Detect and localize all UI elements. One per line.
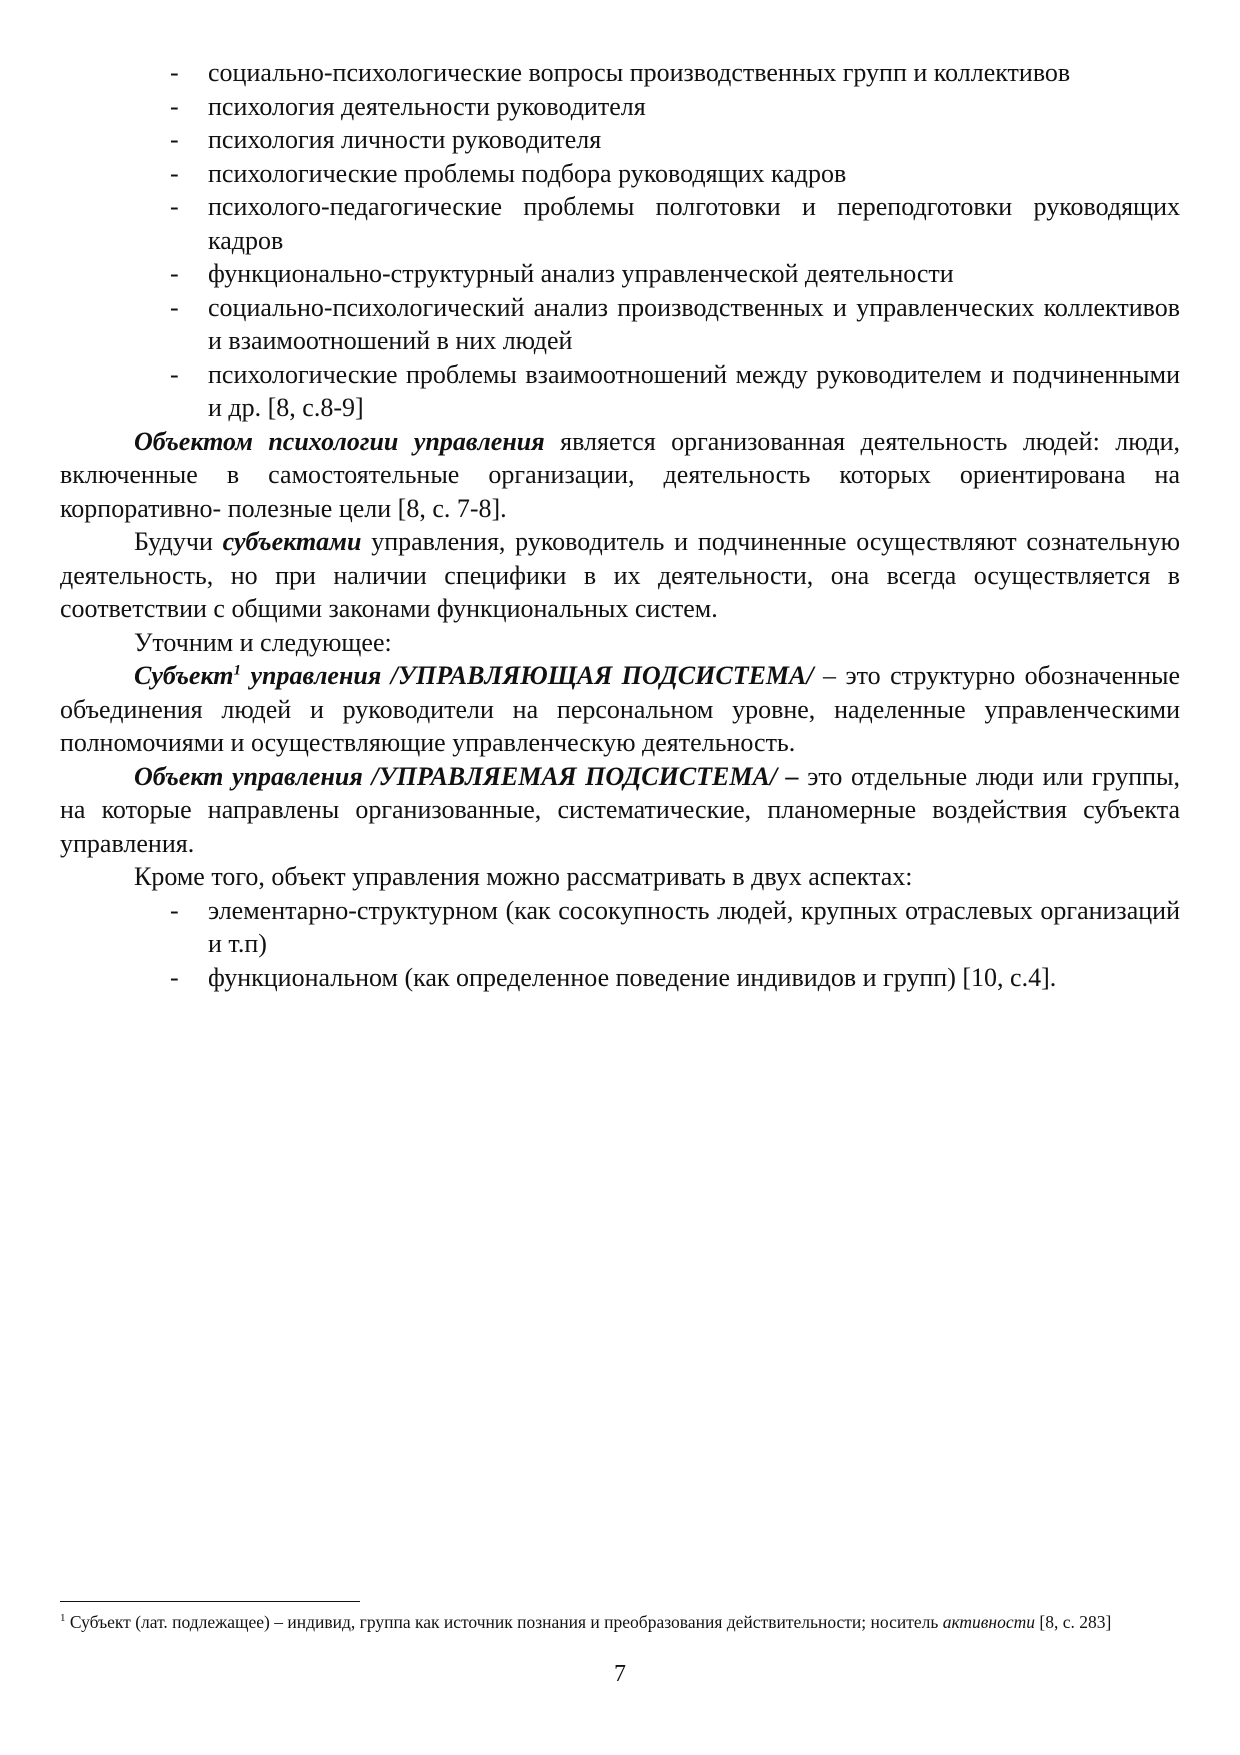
paragraph-text: управления, руководитель и подчиненные осуществляют сознательную деятельность, но при наличии специфики в их деятельности, она всегда осуществляется в соответствии с общими законами функциональных систем. <box>60 527 1180 623</box>
paragraph-clarify <box>60 626 1180 660</box>
page-number: 7 <box>614 1661 626 1687</box>
footnote-mark: 1 <box>60 1612 66 1625</box>
body-text <box>60 56 1180 994</box>
paragraph-subjects <box>60 525 1180 626</box>
term-object-psychology: Объектом психологии управления <box>134 426 545 456</box>
paragraph-subject-definition <box>60 659 1180 760</box>
list-item: - психолого-педагогические проблемы полготовки и переподготовки руководящих кадров <box>60 190 1180 257</box>
list-item: - элементарно-структурном (как сосокупность людей, крупных отраслевых организаций и т.п) <box>60 894 1180 961</box>
paragraph-text: – это структурно обозначенные объединения людей и руководители на персональном уровне, наделенные управленческими полномочиями и осуществляющие управленческую деятельность. <box>60 661 1180 757</box>
list-item: - психология личности руководителя <box>60 123 1180 157</box>
paragraph-text: это отдельные люди или группы, на которые направлены организованные, систематические, планомерные воздействия субъекта управления. <box>60 761 1180 858</box>
list-item: - психологические проблемы взаимоотношений между руководителем и подчиненными и др. [8, с.8-9] <box>60 358 1180 425</box>
footnote <box>60 1610 1180 1635</box>
term-subjects: субъектами <box>222 527 362 556</box>
term-subject: Субъект <box>134 661 234 690</box>
term-controlling-subsystem: управления /УПРАВЛЯЮЩАЯ ПОДСИСТЕМА/ <box>241 661 814 690</box>
term-controlled-subsystem: Объект управления /УПРАВЛЯЕМАЯ ПОДСИСТЕМА/ – <box>134 761 799 791</box>
paragraph-text: является организованная деятельность людей: люди, включенные в самостоятельные организации, деятельность которых ориентирована на корпоративно- полезные цели [8, с. 7-8]. <box>60 426 1180 523</box>
list-item: - функционально-структурный анализ управленческой деятельности <box>60 257 1180 291</box>
paragraph-aspects <box>60 860 1180 894</box>
paragraph-object-definition <box>60 760 1180 861</box>
paragraph-text: Кроме того, объект управления можно рассматривать в двух аспектах: <box>134 862 913 891</box>
footnote-reference[interactable]: 1 <box>233 662 242 679</box>
list-item: - функциональном (как определенное поведение индивидов и групп) [10, с.4]. <box>60 961 1180 995</box>
footnote-text: Субъект (лат. подлежащее) – индивид, группа как источник познания и преобразования действительности; носитель <box>65 1612 943 1632</box>
paragraph-text: Уточним и следующее: <box>134 627 392 657</box>
topics-list <box>60 56 1180 425</box>
footnote-tail: [8, с. 283] <box>1035 1612 1112 1632</box>
list-item: - психологические проблемы подбора руководящих кадров <box>60 157 1180 191</box>
footnote-separator <box>60 1601 360 1602</box>
list-item: - социально-психологические вопросы производственных групп и коллективов <box>60 56 1180 90</box>
footnote-italic: активности <box>942 1612 1035 1632</box>
paragraph-lead: Будучи <box>134 527 223 556</box>
list-item: - психология деятельности руководителя <box>60 90 1180 124</box>
paragraph-object-of-psychology <box>60 425 1180 526</box>
aspects-list <box>60 894 1180 995</box>
list-item: - социально-психологический анализ производственных и управленческих коллективов и взаимоотношений в них людей <box>60 291 1180 358</box>
